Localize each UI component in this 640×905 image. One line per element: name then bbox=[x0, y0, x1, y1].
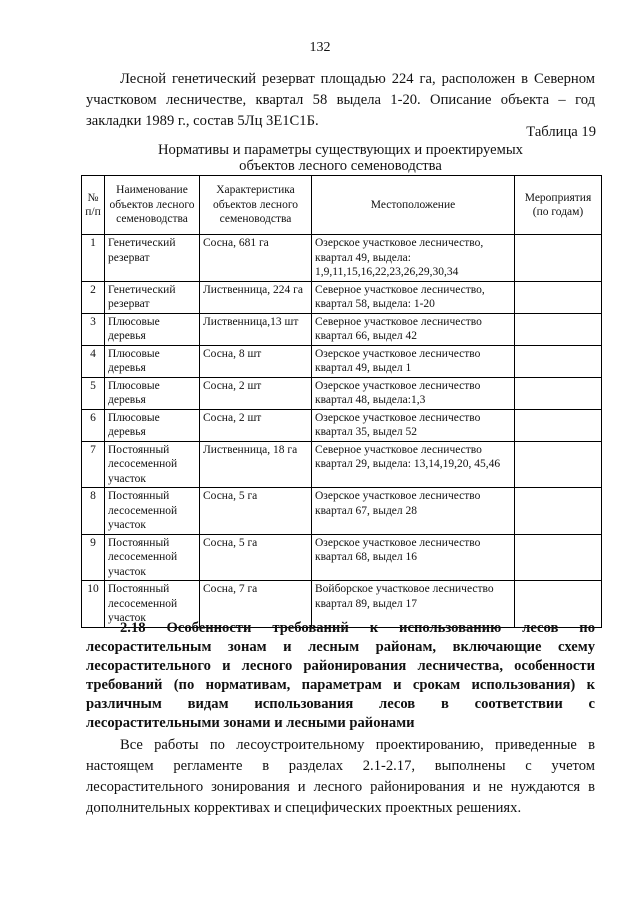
row-characteristic: Лиственница, 224 га bbox=[200, 281, 312, 313]
row-location: Северное участковое лесничество квартал 66, выдел 42 bbox=[312, 313, 515, 345]
row-characteristic: Сосна, 681 га bbox=[200, 235, 312, 282]
row-num: 9 bbox=[82, 534, 105, 581]
header-characteristic: Характеристика объектов лесного семеноводства bbox=[200, 176, 312, 235]
row-location: Северное участковое лесничество, квартал 58, выдела: 1-20 bbox=[312, 281, 515, 313]
row-name: Постоянный лесосеменной участок bbox=[105, 441, 200, 488]
row-name: Плюсовые деревья bbox=[105, 409, 200, 441]
section-heading: 2.18 Особенности требований к использованию лесов по лесорастительным зонам и лесным районам, включающие схему лесорастительного и лесного районирования лесничества, особенности требований (по нормативам, параметрам и срокам использования) к различным видам использования лесов в соответствии с лесорастительными зонами и лесными районами bbox=[86, 620, 595, 731]
row-location: Озерское участковое лесничество квартал 49, выдел 1 bbox=[312, 345, 515, 377]
table-row bbox=[82, 488, 602, 535]
table-row bbox=[82, 313, 602, 345]
row-characteristic: Сосна, 7 га bbox=[200, 581, 312, 628]
table-title-line1: Нормативы и параметры существующих и проектируемых bbox=[158, 142, 523, 158]
row-num: 8 bbox=[82, 488, 105, 535]
table-title-line2: объектов лесного семеноводства bbox=[239, 158, 442, 174]
row-location: Озерское участковое лесничество, квартал 49, выдела: 1,9,11,15,16,22,23,26,29,30,34 bbox=[312, 235, 515, 282]
row-location: Войборское участковое лесничество квартал 89, выдел 17 bbox=[312, 581, 515, 628]
row-measures bbox=[515, 235, 602, 282]
table-row bbox=[82, 345, 602, 377]
intro-paragraph: Лесной генетический резерват площадью 224 га, расположен в Северном участковом лесничестве, квартал 58 выдела 1-20. Описание объекта – год закладки 1989 г., состав 5Лц 3Е1С1Б. bbox=[86, 71, 595, 129]
table-header-row bbox=[82, 176, 602, 235]
row-characteristic: Лиственница,13 шт bbox=[200, 313, 312, 345]
row-measures bbox=[515, 534, 602, 581]
row-characteristic: Сосна, 5 га bbox=[200, 534, 312, 581]
header-num: № п/п bbox=[82, 176, 105, 235]
table-row bbox=[82, 534, 602, 581]
table-row bbox=[82, 409, 602, 441]
row-name: Плюсовые деревья bbox=[105, 377, 200, 409]
row-measures bbox=[515, 441, 602, 488]
row-measures bbox=[515, 488, 602, 535]
row-num: 5 bbox=[82, 377, 105, 409]
row-measures bbox=[515, 313, 602, 345]
table-row bbox=[82, 235, 602, 282]
row-num: 10 bbox=[82, 581, 105, 628]
row-location: Озерское участковое лесничество квартал 35, выдел 52 bbox=[312, 409, 515, 441]
row-name: Генетический резерват bbox=[105, 235, 200, 282]
row-location: Северное участковое лесничество квартал 29, выдела: 13,14,19,20, 45,46 bbox=[312, 441, 515, 488]
table-row bbox=[82, 377, 602, 409]
row-characteristic: Сосна, 8 шт bbox=[200, 345, 312, 377]
table-label: Таблица 19 bbox=[526, 124, 596, 140]
row-num: 2 bbox=[82, 281, 105, 313]
row-name: Постоянный лесосеменной участок bbox=[105, 581, 200, 628]
row-num: 7 bbox=[82, 441, 105, 488]
row-characteristic: Лиственница, 18 га bbox=[200, 441, 312, 488]
header-name: Наименование объектов лесного семеноводства bbox=[105, 176, 200, 235]
row-measures bbox=[515, 281, 602, 313]
table-title bbox=[86, 142, 595, 174]
row-name: Постоянный лесосеменной участок bbox=[105, 534, 200, 581]
row-characteristic: Сосна, 2 шт bbox=[200, 377, 312, 409]
row-name: Постоянный лесосеменной участок bbox=[105, 488, 200, 535]
row-characteristic: Сосна, 5 га bbox=[200, 488, 312, 535]
seed-objects-table bbox=[81, 175, 602, 628]
row-measures bbox=[515, 377, 602, 409]
row-num: 4 bbox=[82, 345, 105, 377]
row-num: 1 bbox=[82, 235, 105, 282]
closing-paragraph: Все работы по лесоустроительному проектированию, приведенные в настоящем регламенте в разделах 2.1-2.17, выполнены с учетом лесорастительного зонирования и лесного районирования и не нуждаются в дополнительных коррективах и специфических проектных решениях. bbox=[86, 737, 595, 816]
row-name: Генетический резерват bbox=[105, 281, 200, 313]
row-name: Плюсовые деревья bbox=[105, 345, 200, 377]
row-characteristic: Сосна, 2 шт bbox=[200, 409, 312, 441]
table-row bbox=[82, 281, 602, 313]
row-measures bbox=[515, 409, 602, 441]
page-number: 132 bbox=[309, 40, 331, 55]
row-location: Озерское участковое лесничество квартал 68, выдел 16 bbox=[312, 534, 515, 581]
table-row bbox=[82, 441, 602, 488]
row-num: 6 bbox=[82, 409, 105, 441]
row-name: Плюсовые деревья bbox=[105, 313, 200, 345]
row-num: 3 bbox=[82, 313, 105, 345]
header-location: Местоположение bbox=[312, 176, 515, 235]
row-measures bbox=[515, 345, 602, 377]
row-location: Озерское участковое лесничество квартал 67, выдел 28 bbox=[312, 488, 515, 535]
row-location: Озерское участковое лесничество квартал 48, выдела:1,3 bbox=[312, 377, 515, 409]
header-measures: Мероприятия (по годам) bbox=[515, 176, 602, 235]
